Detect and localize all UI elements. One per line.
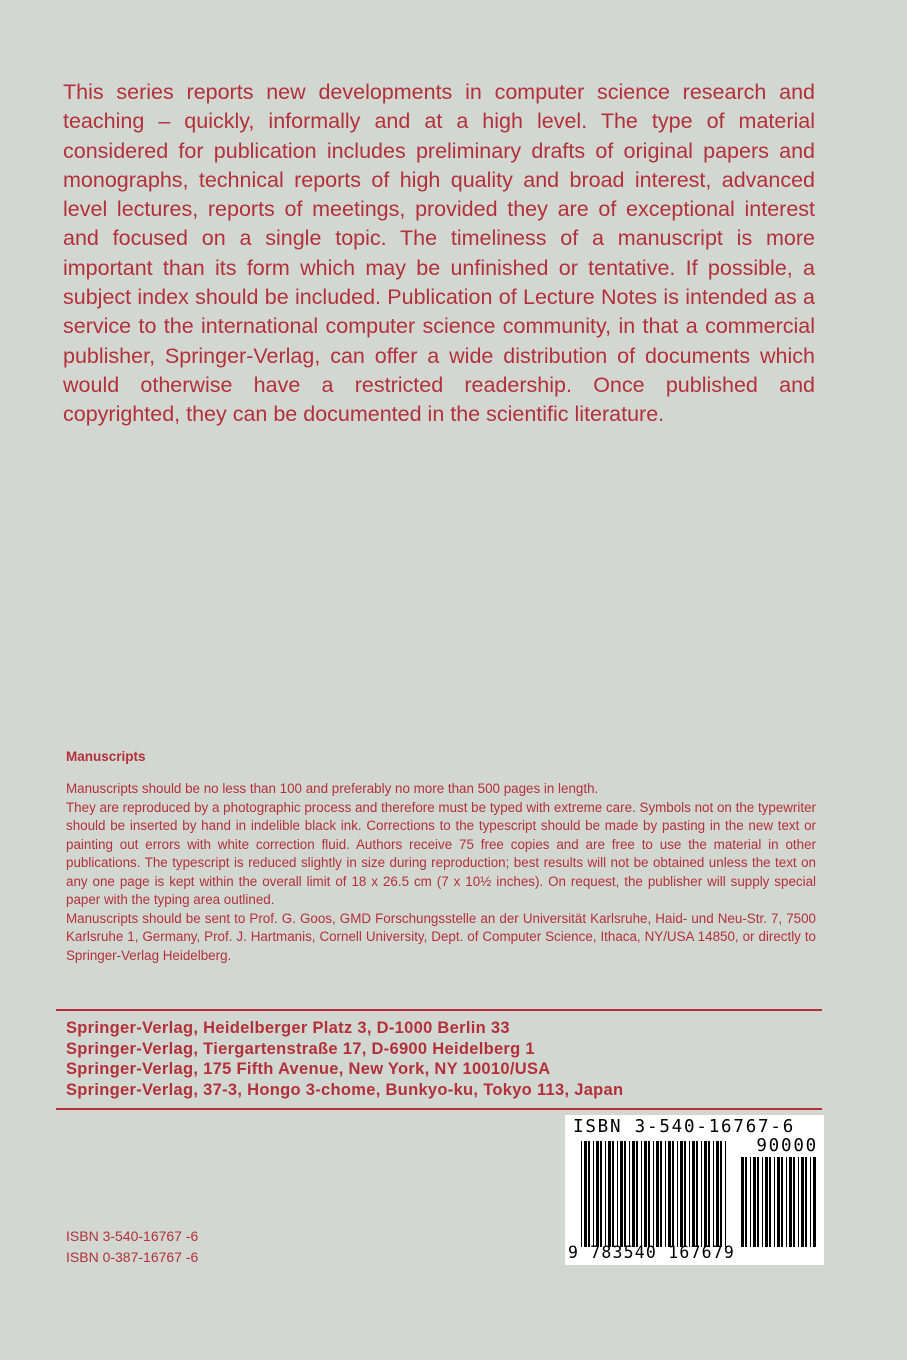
barcode-addon-digits: 90000: [756, 1136, 818, 1156]
manuscripts-submission-paragraph: Manuscripts should be sent to Prof. G. Goos, GMD Forschungsstelle an der Universität Karlsruhe, Haid- und Neu-Str. 7, 7500 Karlsruhe 1, Germany, Prof. J. Hartmanis, Cornell University, Dept. of Computer Science, Ithaca, NY/USA 14850, or directly to Springer-Verlag Heidelberg.: [66, 910, 816, 963]
manuscripts-section: [66, 780, 816, 965]
isbn-us: ISBN 0-387-16767 -6: [66, 1249, 199, 1265]
series-description: This series reports new developments in computer science research and teaching – quickly, informally and at a high level. The type of material considered for publication includes preliminary drafts of original papers and monographs, technical reports of high quality and broad interest, advanced level lectures, reports of meetings, provided they are of exceptional interest and focused on a single topic. The timeliness of a manuscript is more important than its form which may be unfinished or tentative. If possible, a subject index should be included. Publication of Lecture Notes is intended as a service to the international computer science community, in that a commercial publisher, Springer-Verlag, can offer a wide distribution of documents which would otherwise have a restricted readership. Once published and copyrighted, they can be documented in the scientific literature.: [63, 80, 815, 427]
divider-bottom: [56, 1108, 822, 1110]
address-berlin: Springer-Verlag, Heidelberger Platz 3, D-1000 Berlin 33: [66, 1019, 510, 1037]
barcode: [565, 1115, 824, 1265]
isbn-german: ISBN 3-540-16767 -6: [66, 1228, 199, 1244]
divider-top: [56, 1009, 822, 1011]
address-new-york: Springer-Verlag, 175 Fifth Avenue, New York, NY 10010/USA: [66, 1060, 551, 1079]
barcode-digits: 9 783540 167679: [568, 1243, 736, 1262]
isbn-list: [66, 1226, 198, 1268]
manuscripts-typing-paragraph: They are reproduced by a photographic process and therefore must be typed with extreme care. Symbols not on the typewriter should be inserted by hand in indelible black ink. Corrections to the typescript should be made by pasting in the new text or painting out errors with white correction fluid. Authors receive 75 free copies and are free to use the material in other publications. The typescript is reduced slightly in size during reproduction; best results will not be obtained unless the text on any one page is kept within the overall limit of 18 x 26.5 cm (7 x 10½ inches). On request, the publisher will supply special paper with the typing area outlined.: [66, 799, 816, 907]
barcode-isbn-label: ISBN 3-540-16767-6: [573, 1117, 796, 1137]
address-tokyo: Springer-Verlag, 37-3, Hongo 3-chome, Bunkyo-ku, Tokyo 113, Japan: [66, 1081, 624, 1100]
address-heidelberg: Springer-Verlag, Tiergartenstraße 17, D-6900 Heidelberg 1: [66, 1039, 535, 1058]
manuscripts-heading: Manuscripts: [66, 749, 146, 764]
publisher-addresses: [66, 1018, 623, 1101]
manuscripts-length-paragraph: Manuscripts should be no less than 100 and preferably no more than 500 pages in length.: [66, 781, 599, 796]
